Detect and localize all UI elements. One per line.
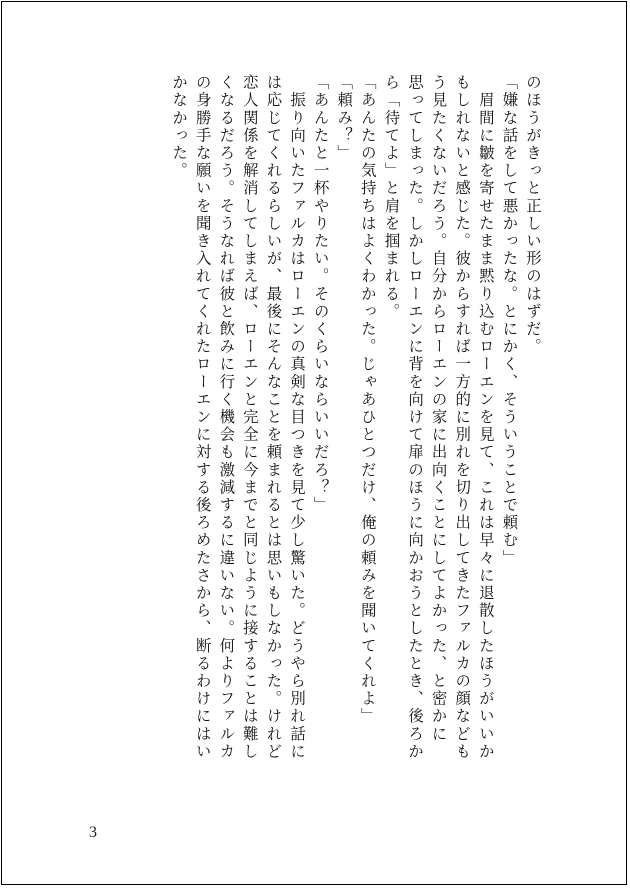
text-line: 眉間に皺を寄せたまま黙り込むローエンを見て、これは早々に退散したほうがいいか [476,74,495,761]
text-line: 「嫌な話をして悪かったな。とにかく、そういうことで頼む」 [500,74,519,567]
book-page [1,1,627,885]
text-line: う見たくないだろう。自分からローエンの家に出向くことにしてよかった、と密かに [429,74,448,743]
text-line: ら「待てよ」と肩を掴まれる。 [382,74,401,321]
text-line: 思ってしまった。しかしローエンに背を向けて扉のほうに向かおうとしたとき、後ろか [406,74,425,761]
text-line: 「あんたの気持ちはよくわかった。じゃあひとつだけ、俺の頼みを聞いてくれよ」 [358,74,377,726]
text-line: の身勝手な願いを聞き入れてくれたローエンに対する後ろめたさから、断るわけにはい [193,74,212,761]
vertical-text-body [167,74,545,814]
text-line: 恋人関係を解消してしまえば、ローエンと完全に今までと同じように接することは難し [240,74,259,761]
text-line: のほうがきっと正しい形のはずだ。 [524,74,542,356]
text-line: くなるだろう。そうなれば彼と飲みに行く機会も激減するに違いない。何よりファルカ [217,74,236,761]
text-line: もしれないと感じた。彼からすれば一方的に別れを切り出してきたファルカの顔なども [453,74,472,761]
text-line: 「頼み？」 [335,74,354,162]
text-line: は応じてくれるらしいが、最後にそんなことを頼まれるとは思いもしなかった。けれど [264,74,283,761]
text-line: 振り向いたファルカはローエンの真剣な目つきを見て少し驚いた。どうやら別れ話に [288,74,307,761]
text-line: 「あんたと一杯やりたい。そのくらいならいいだろ？」 [311,74,330,514]
page-number: 3 [89,824,97,841]
text-line: かなかった。 [170,74,189,180]
